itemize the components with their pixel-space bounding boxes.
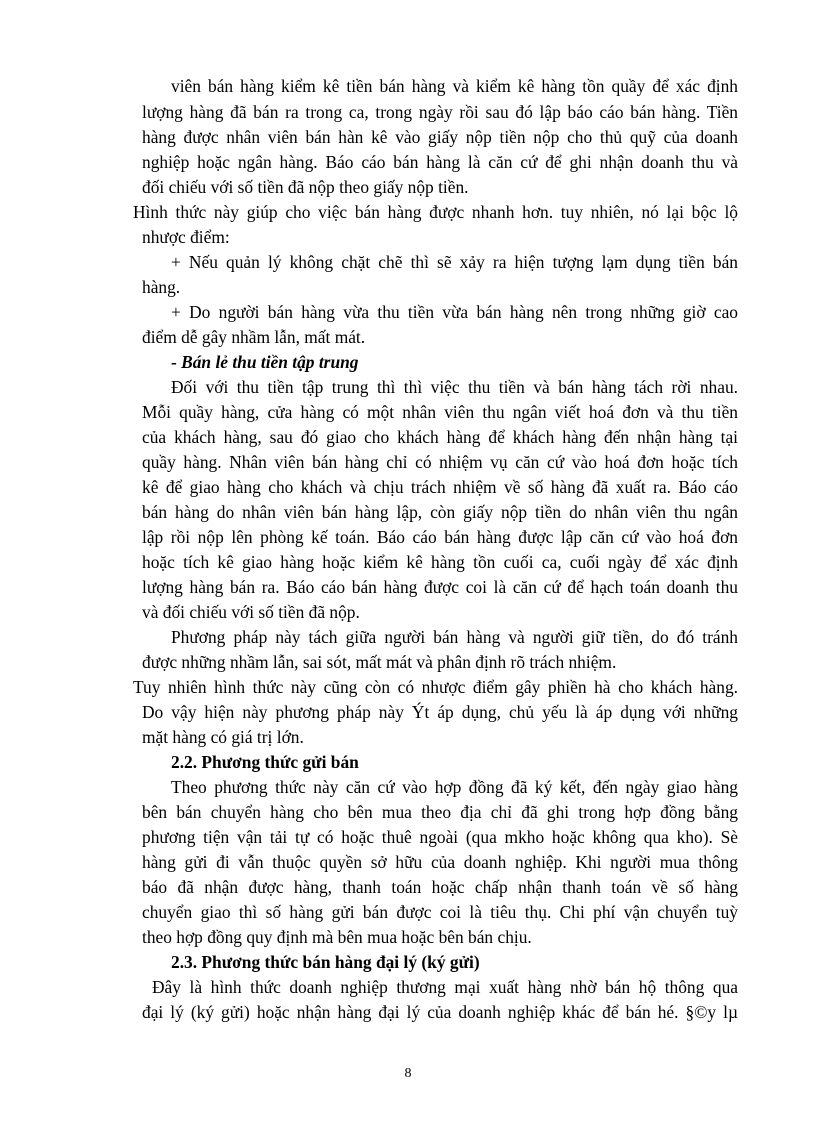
page-number: 8 [404, 1066, 412, 1081]
heading-text: Bán lẻ thu tiền tập trung [181, 352, 359, 372]
text-line: Do vậy hiện này phương pháp này Ýt áp dụng, chủ yếu là áp dụng với những [142, 702, 738, 722]
text-line: Theo phương thức này căn cứ vào hợp đồng đã ký kết, đến ngày giao hàng [171, 777, 738, 797]
text-line: Mỗi quầy hàng, cửa hàng có một nhân viên thu ngân viết hoá đơn và thu tiền [142, 402, 738, 422]
text-line: Đây là hình thức doanh nghiệp thương mại xuất hàng nhờ bán hộ thông qua [152, 977, 738, 997]
section-heading: 2.3. Phương thức bán hàng đại lý (ký gửi) [171, 952, 480, 972]
section-heading [171, 350, 359, 374]
text-line: lập rồi nộp lên phòng kế toán. Báo cáo bán hàng được lập căn cứ vào hoá đơn [142, 527, 738, 547]
text-line: lượng hàng bán ra. Báo cáo bán hàng được coi là căn cứ để hạch toán doanh thu [142, 577, 738, 597]
text-line: Tuy nhiên hình thức này cũng còn có nhược điểm gây phiền hà cho khách hàng. [133, 677, 738, 697]
text-line: đối chiếu với số tiền đã nộp theo giấy nộp tiền. [142, 177, 469, 197]
text-line: Hình thức này giúp cho việc bán hàng được nhanh hơn. tuy nhiên, nó lại bộc lộ [133, 202, 738, 222]
section-heading: 2.2. Phương thức gửi bán [171, 752, 359, 772]
text-line: hàng được nhân viên bán hàn kê vào giấy nộp tiền nộp cho thủ quỹ của doanh [142, 127, 738, 147]
text-line: chuyển giao thì số hàng gửi bán được coi là tiêu thụ. Chi phí vận chuyển tuỳ [142, 902, 738, 922]
text-line: báo đã nhận được hàng, thanh toán hoặc chấp nhận thanh toán về số hàng [142, 877, 738, 897]
text-line: kê để giao hàng cho khách và chịu trách nhiệm về số hàng đã xuất ra. Báo cáo [142, 477, 738, 497]
text-line: được những nhầm lẫn, sai sót, mất mát và phân định rõ trách nhiệm. [142, 652, 617, 672]
text-line: nghiệp hoặc ngân hàng. Báo cáo bán hàng là căn cứ để ghi nhận doanh thu và [142, 152, 738, 172]
text-line: hoặc tích kê giao hàng hoặc kiểm kê hàng tồn cuối ca, cuối ngày để xác định [142, 552, 738, 572]
text-line: viên bán hàng kiểm kê tiền bán hàng và kiểm kê hàng tồn quầy để xác định [171, 76, 738, 96]
text-line: phương tiện vận tải tự có hoặc thuê ngoài (qua mkho hoặc không qua kho). Sè [142, 827, 738, 847]
text-line: đại lý (ký gửi) hoặc nhận hàng đại lý của doanh nghiệp khác để bán hé. §©y lµ [142, 1002, 738, 1022]
text-line: theo hợp đồng quy định mà bên mua hoặc bên bán chịu. [142, 927, 532, 947]
text-line: mặt hàng có giá trị lớn. [142, 727, 304, 747]
text-line: của khách hàng, sau đó giao cho khách hàng để khách hàng đến nhận hàng tại [142, 427, 738, 447]
text-line: hàng gửi đi vẫn thuộc quyền sở hữu của doanh nghiệp. Khi người mua thông [142, 852, 738, 872]
text-line: + Nếu quản lý không chặt chẽ thì sẽ xảy ra hiện tượng lạm dụng tiền bán [171, 252, 738, 272]
text-line: bên bán chuyển hàng cho bên mua theo địa chỉ đã ghi trong hợp đồng bằng [142, 802, 738, 822]
text-line: + Do người bán hàng vừa thu tiền vừa bán hàng nên trong những giờ cao [171, 302, 738, 322]
text-line: hàng. [142, 277, 181, 297]
text-line: và đối chiếu với số tiền đã nộp. [142, 602, 360, 622]
text-line: Đối với thu tiền tập trung thì thì việc thu tiền và bán hàng tách rời nhau. [171, 377, 738, 397]
text-line: lượng hàng đã bán ra trong ca, trong ngày rồi sau đó lập báo cáo bán hàng. Tiền [142, 102, 738, 122]
text-line: nhược điểm: [142, 227, 230, 247]
text-line: quầy hàng. Nhân viên bán hàng chỉ có nhiệm vụ căn cứ vào hoá đơn hoặc tích [142, 452, 738, 472]
heading-bullet: - [171, 352, 182, 372]
text-line: điểm dễ gây nhầm lẫn, mất mát. [142, 327, 366, 347]
text-line: bán hàng do nhân viên bán hàng lập, còn giấy nộp tiền do nhân viên thu ngân [142, 502, 738, 522]
text-line: Phương pháp này tách giữa người bán hàng và người giữ tiền, do đó tránh [171, 627, 738, 647]
